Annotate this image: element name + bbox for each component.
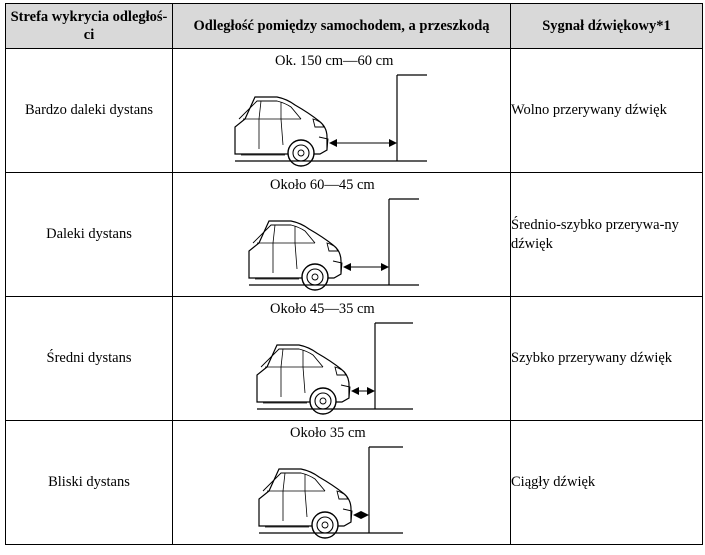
car-illustration	[249, 221, 342, 290]
car-illustration	[257, 345, 350, 414]
distance-caption: Ok. 150 cm—60 cm	[275, 53, 394, 69]
parking-sensor-table	[5, 3, 703, 545]
car-obstacle-diagram	[173, 49, 511, 172]
signal-label: Średnio-szybko przerywa-ny dźwięk	[511, 173, 703, 297]
signal-label: Wolno przerywany dźwięk	[511, 49, 703, 173]
car-obstacle-diagram	[173, 173, 511, 296]
zone-label: Bardzo daleki dystans	[6, 49, 173, 173]
distance-caption: Około 45—35 cm	[270, 301, 375, 317]
distance-figure	[173, 297, 511, 421]
table-row	[6, 49, 703, 173]
table-header-row	[6, 4, 703, 49]
signal-label: Szybko przerywany dźwięk	[511, 297, 703, 421]
zone-label: Średni dystans	[6, 297, 173, 421]
car-obstacle-diagram	[173, 297, 511, 420]
distance-figure	[173, 173, 511, 297]
header-sound-signal: Sygnał dźwiękowy*1	[511, 4, 703, 49]
header-distance: Odległość pomiędzy samochodem, a przeszkodą	[173, 4, 511, 49]
zone-label: Bliski dystans	[6, 421, 173, 545]
signal-label: Ciągły dźwięk	[511, 421, 703, 545]
car-obstacle-diagram	[173, 421, 511, 544]
distance-figure	[173, 421, 511, 545]
table-row	[6, 421, 703, 545]
distance-figure	[173, 49, 511, 173]
car-illustration	[259, 469, 352, 538]
header-detection-zone: Strefa wykrycia odległoś-ci	[6, 4, 173, 49]
table-row	[6, 297, 703, 421]
zone-label: Daleki dystans	[6, 173, 173, 297]
table-row	[6, 173, 703, 297]
distance-caption: Około 35 cm	[290, 425, 366, 441]
car-illustration	[235, 97, 328, 166]
distance-caption: Około 60—45 cm	[270, 177, 375, 193]
